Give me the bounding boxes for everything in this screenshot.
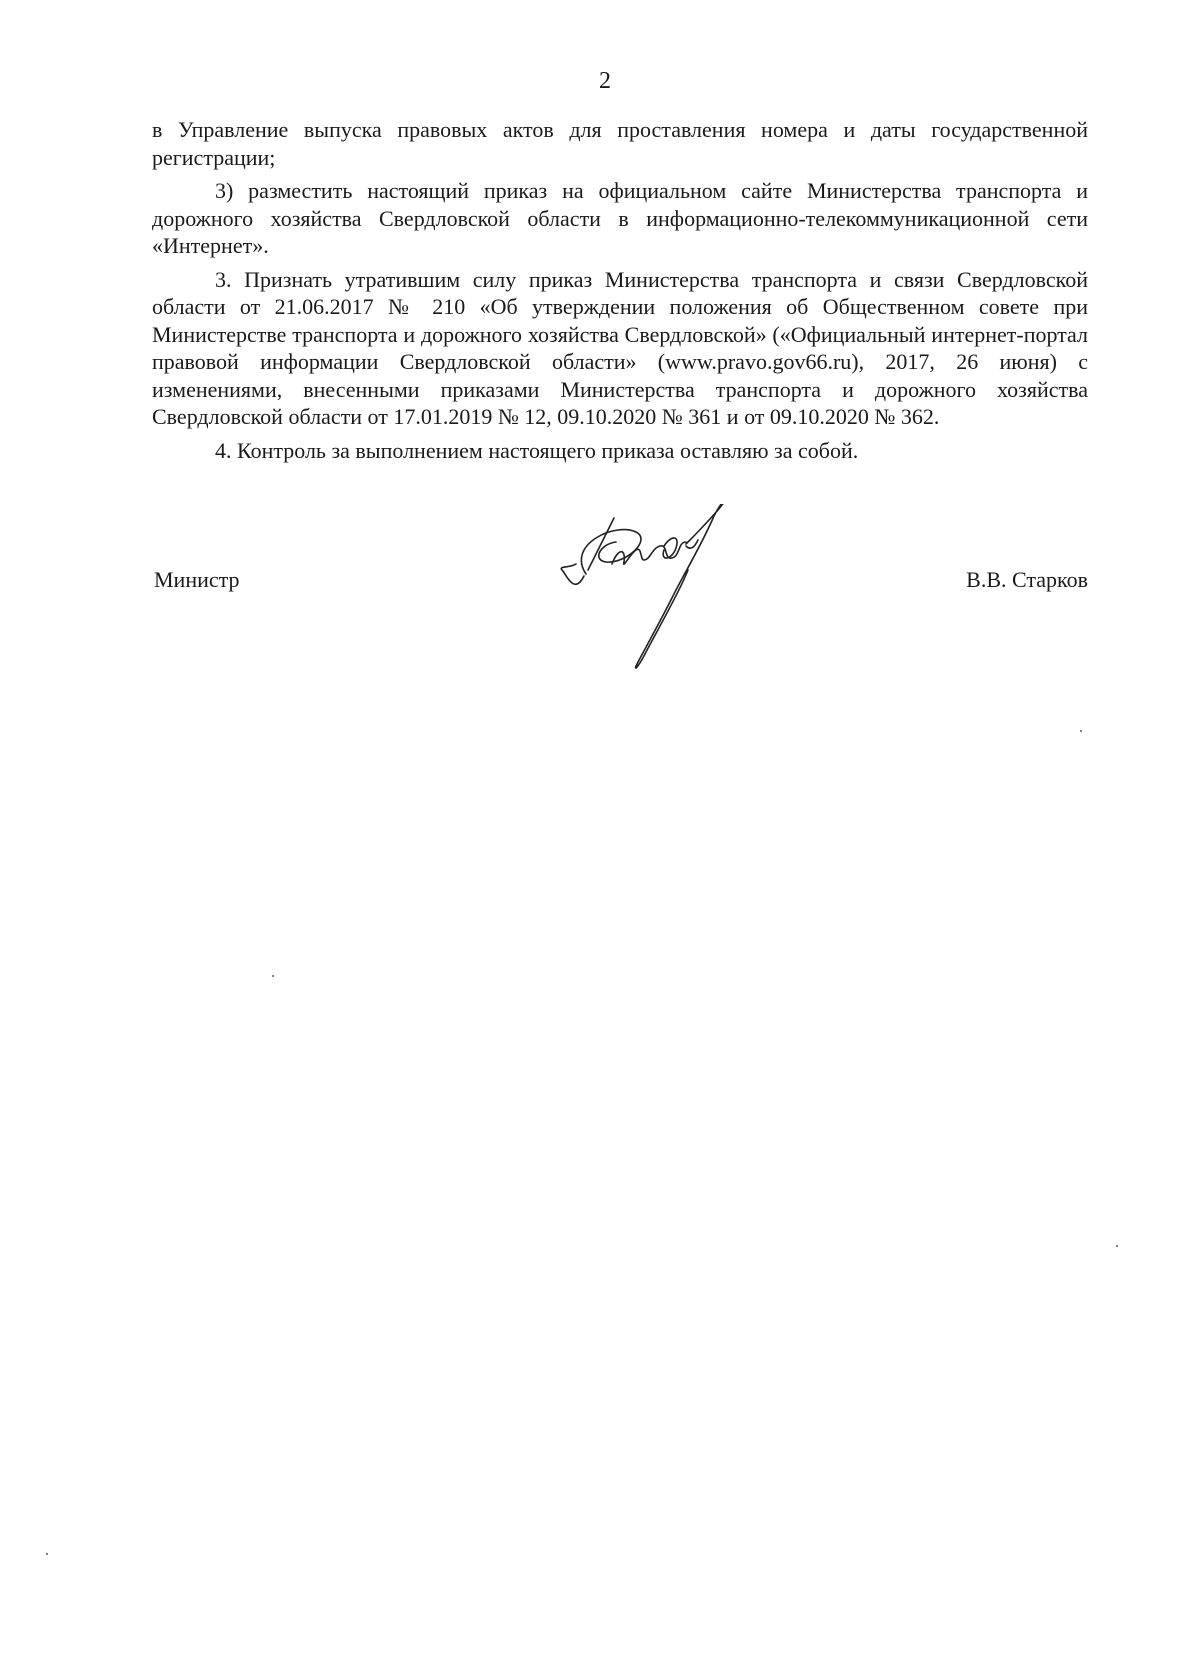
scan-speck bbox=[1080, 730, 1082, 732]
paragraph: 3. Признать утратившим силу приказ Министерства транспорта и связи Свердловской области от 21.06.2017 № 210 «Об утверждении положения об Общественном совете при Министерстве транспорта и дорожного хозяйства Свердловской» («Официальный интернет-портал правовой информации Свердловской области» (www.pravo.gov66.ru), 2017, 26 июня) с изменениями, внесенными приказами Министерства транспорта и дорожного хозяйства Свердловской области от 17.01.2019 № 12, 09.10.2020 № 361 и от 09.10.2020 № 362. bbox=[152, 266, 1088, 429]
paragraph: 3) разместить настоящий приказ на официальном сайте Министерства транспорта и дорожного хозяйства Свердловской области в информационно-телекоммуникационной сети «Интернет». bbox=[152, 178, 1088, 258]
scan-speck bbox=[46, 1553, 48, 1555]
paragraph: 4. Контроль за выполнением настоящего приказа оставляю за собой. bbox=[215, 437, 859, 463]
handwritten-signature bbox=[556, 504, 756, 684]
signer-name: В.В. Старков bbox=[966, 567, 1088, 592]
document-body bbox=[152, 116, 1088, 470]
scan-speck bbox=[1116, 1245, 1118, 1247]
paragraph: в Управление выпуска правовых актов для проставления номера и даты государственной регистрации; bbox=[152, 117, 1088, 170]
scan-speck bbox=[272, 975, 274, 977]
page-number: 2 bbox=[599, 68, 611, 94]
signer-position: Министр bbox=[154, 567, 240, 592]
